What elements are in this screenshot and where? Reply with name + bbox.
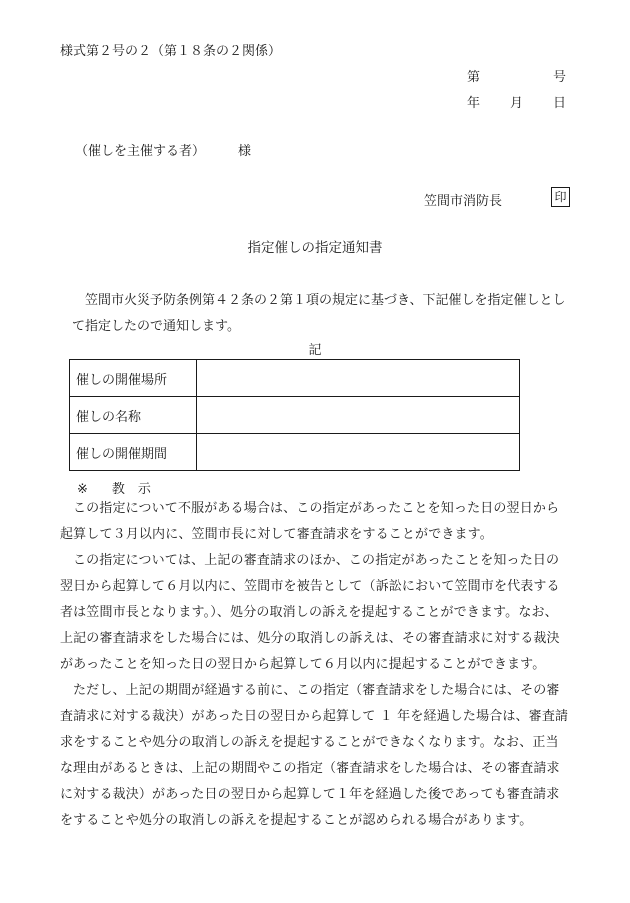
event-name-value	[197, 397, 520, 434]
instruction-heading	[77, 478, 175, 497]
instruction-heading-text: 教 示	[111, 482, 151, 497]
number-prefix: 第	[467, 70, 481, 85]
notice-body-text: 笠間市火災予防条例第４２条の２第１項の規定に基づき、下記催しを指定催しとして指定したので通知します。	[72, 293, 566, 334]
seal-mark: 印	[551, 187, 570, 207]
event-period-value	[197, 434, 520, 471]
date-day: 日	[553, 96, 567, 111]
event-location-label: 催しの開催場所	[70, 360, 197, 397]
table-row	[70, 434, 520, 471]
table-row	[70, 360, 520, 397]
event-location-value	[197, 360, 520, 397]
event-name-label: 催しの名称	[70, 397, 197, 434]
note-paragraph: この指定について不服がある場合は、この指定があったことを知った日の翌日から起算して３月以内に、笠間市長に対して審査請求をすることができます。	[60, 501, 560, 542]
issuer-title: 笠間市消防長	[424, 194, 503, 209]
ki-label: 記	[308, 343, 322, 358]
form-number: 様式第２号の２（第１８条の２関係）	[60, 44, 282, 59]
event-info-table	[69, 359, 520, 471]
note-paragraph: ただし、上記の期間が経過する前に、この指定（審査請求をした場合には、その審査請求に対する裁決）があった日の翌日から起算して １ 年を経過した場合は、審査請求をすることや処分の取消しの訴えを提起することができなくなります。なお、正当な理由があるときは、上記の期間やこの指定（審査請求をした場合は、その審査請求に対する裁決）があった日の翌日から起算して１年を経過した後であっても審査請求をすることや処分の取消しの訴えを提起することが認められる場合があります。	[60, 683, 569, 828]
addressee-name: （催しを主催する者）	[75, 144, 206, 159]
addressee-honorific: 様	[238, 144, 252, 159]
document-title: 指定催しの指定通知書	[247, 240, 383, 256]
note-mark: ※	[77, 482, 88, 497]
number-suffix: 号	[553, 70, 567, 85]
note-paragraph: この指定については、上記の審査請求のほか、この指定があったことを知った日の翌日から起算して６月以内に、笠間市を被告として（訴訟において笠間市を代表する者は笠間市長となります。）、処分の取消しの訴えを提起することができます。なお、上記の審査請求をした場合には、処分の取消しの訴えは、その審査請求に対する裁決があったことを知った日の翌日から起算して６月以内に提起することができます。	[60, 553, 560, 672]
notice-body	[72, 288, 572, 340]
table-row	[70, 397, 520, 434]
date-year: 年	[467, 96, 481, 111]
event-period-label: 催しの開催期間	[70, 434, 197, 471]
instruction-notes	[60, 496, 570, 834]
date-month: 月	[510, 96, 524, 111]
